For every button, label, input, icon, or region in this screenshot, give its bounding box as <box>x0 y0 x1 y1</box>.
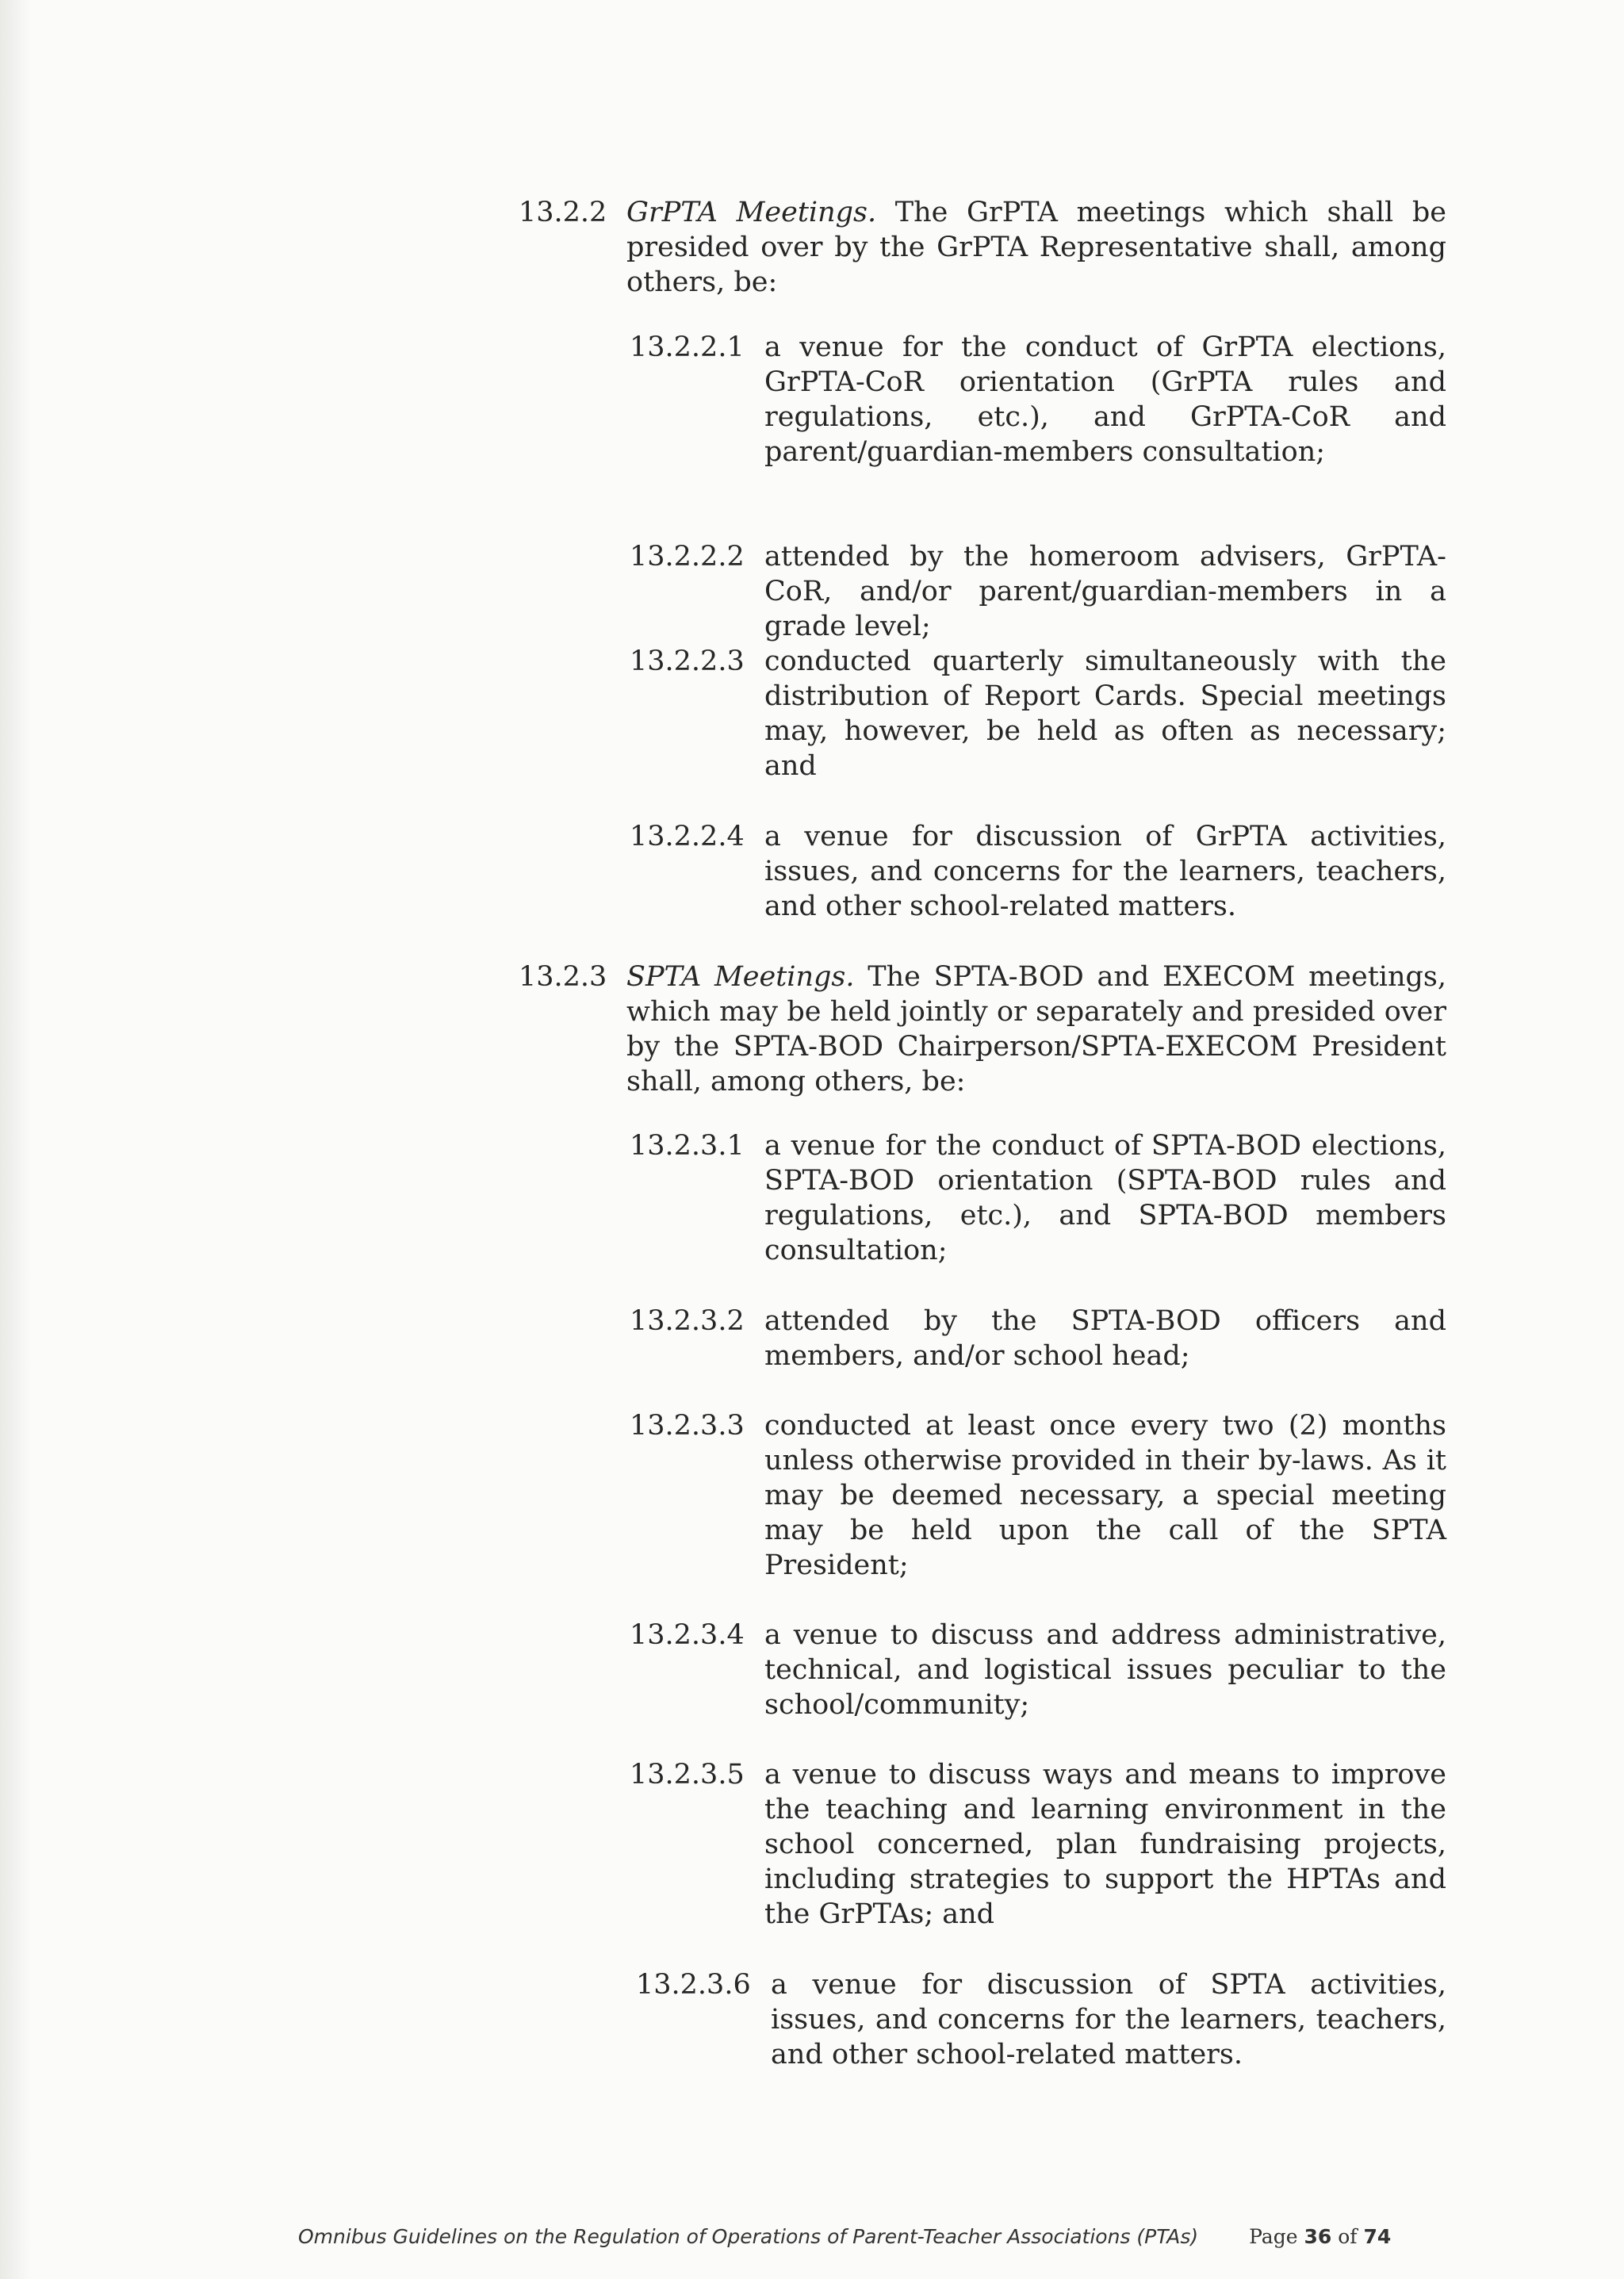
section-title: GrPTA Meetings. <box>626 197 877 228</box>
list-item <box>630 539 1446 644</box>
section-number: 13.2.2 <box>519 197 607 228</box>
list-item <box>636 1967 1446 2072</box>
section-body <box>626 195 1446 300</box>
item-text: conducted at least once every two (2) months unless otherwise provided in their by-laws. As it may be deemed necessary, a special meeting may be held upon the call of the SPTA President; <box>764 1410 1446 1581</box>
section-intro: The SPTA-BOD and EXECOM meetings, which may be held jointly or separately and presided over by the SPTA-BOD Chairperson/SPTA-EXECOM President shall, among others, be: <box>626 961 1446 1097</box>
list-item <box>630 1408 1446 1583</box>
list-item <box>630 1757 1446 1932</box>
item-number: 13.2.2.3 <box>630 645 745 677</box>
section-13-2-2 <box>519 195 1446 300</box>
list-item <box>630 1304 1446 1373</box>
section-intro: The GrPTA meetings which shall be presided over by the GrPTA Representative shall, among others, be: <box>626 197 1446 298</box>
section-body <box>626 959 1446 1099</box>
list-item <box>630 1618 1446 1722</box>
footer-page-number <box>1249 2225 1391 2248</box>
section-number: 13.2.3 <box>519 961 607 993</box>
page-total: 74 <box>1363 2225 1392 2248</box>
item-number: 13.2.3.1 <box>630 1130 745 1162</box>
item-number: 13.2.2.4 <box>630 821 745 852</box>
item-number: 13.2.3.3 <box>630 1410 745 1442</box>
list-item <box>630 644 1446 783</box>
item-number: 13.2.2.2 <box>630 541 745 573</box>
item-text: conducted quarterly simultaneously with the distribution of Report Cards. Special meetings may, however, be held as often as necessary; and <box>764 645 1446 782</box>
item-text: a venue for discussion of GrPTA activities, issues, and concerns for the learners, teachers, and other school-related matters. <box>764 821 1446 922</box>
item-number: 13.2.3.4 <box>630 1619 745 1651</box>
list-item <box>630 1128 1446 1268</box>
page-footer <box>298 2225 1448 2248</box>
item-number: 13.2.3.5 <box>630 1759 745 1791</box>
section-title: SPTA Meetings. <box>626 961 855 993</box>
item-text: attended by the homeroom advisers, GrPTA-CoR, and/or parent/guardian-members in a grade level; <box>764 541 1446 642</box>
item-number: 13.2.3.2 <box>630 1305 745 1337</box>
page-current: 36 <box>1304 2225 1332 2248</box>
item-number: 13.2.2.1 <box>630 331 745 363</box>
item-text: a venue for the conduct of SPTA-BOD elections, SPTA-BOD orientation (SPTA-BOD rules and regulations, etc.), and SPTA-BOD members consultation; <box>764 1130 1446 1266</box>
list-item <box>630 819 1446 924</box>
item-text: a venue to discuss ways and means to improve the teaching and learning environment in the school concerned, plan fundraising projects, including strategies to support the HPTAs and the GrPTAs; and <box>764 1759 1446 1930</box>
page-of: of <box>1338 2225 1358 2248</box>
page-label: Page <box>1249 2225 1298 2248</box>
item-text: a venue to discuss and address administrative, technical, and logistical issues peculiar to the school/community; <box>764 1619 1446 1721</box>
item-number: 13.2.3.6 <box>636 1969 751 2001</box>
item-text: a venue for discussion of SPTA activities, issues, and concerns for the learners, teachers, and other school-related matters. <box>771 1969 1446 2070</box>
footer-document-title: Omnibus Guidelines on the Regulation of Operations of Parent-Teacher Associations (PTAs) <box>298 2225 1199 2248</box>
scan-edge <box>0 0 32 2279</box>
list-item <box>630 330 1446 469</box>
item-text: attended by the SPTA-BOD officers and members, and/or school head; <box>764 1305 1446 1372</box>
item-text: a venue for the conduct of GrPTA elections, GrPTA-CoR orientation (GrPTA rules and regulations, etc.), and GrPTA-CoR and parent/guardian-members consultation; <box>764 331 1446 468</box>
section-13-2-3 <box>519 959 1446 1099</box>
